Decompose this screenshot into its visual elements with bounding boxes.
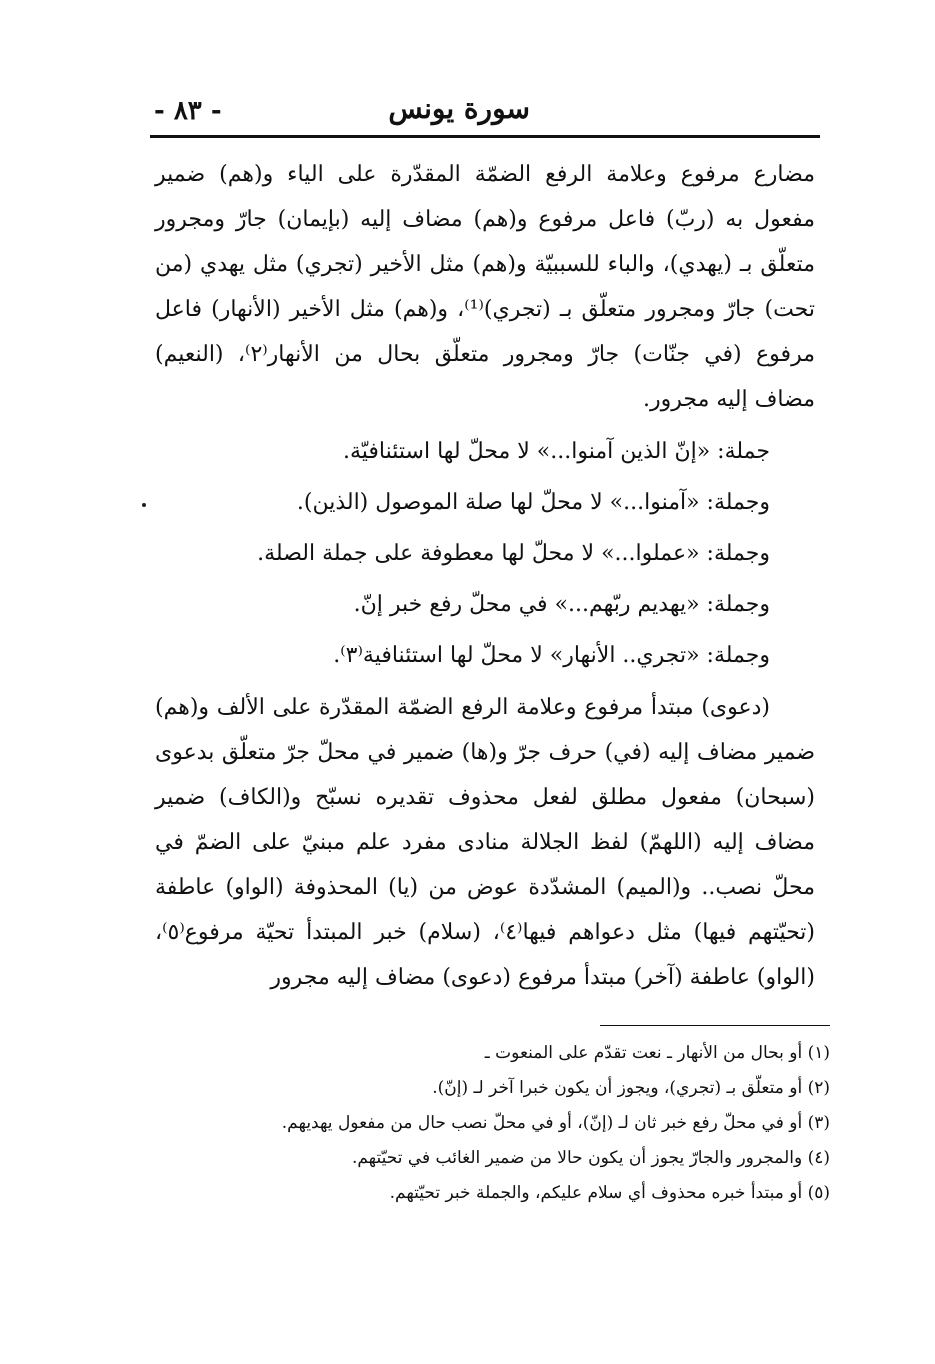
- page-number: - ٨٣ -: [154, 96, 222, 126]
- footnote-item: (٤) والمجرور والجارّ يجوز أن يكون حالا من ضمير الغائب في تحيّتهم.: [351, 1148, 830, 1168]
- paragraph-2: (دعوى) مبتدأ مرفوع وعلامة الرفع الضمّة المقدّرة على الألف و(هم) ضمير مضاف إليه (في) حرف جرّ و(ها) ضمير في محلّ جرّ متعلّق بدعوى (سبحان) مفعول مطلق لفعل محذوف تقديره نسبّح و(الكاف) ضمير مضاف إليه (اللهمّ) لفظ الجلالة منادى مفرد علم مبنيّ على الضمّ في محلّ نصب.. و(الميم) المشدّدة عوض من (يا) المحذوفة (الواو) عاطفة (تحيّتهم فيها) مثل دعواهم فيها⁽٤⁾، (سلام) خبر المبتدأ تحيّة مرفوع⁽٥⁾، (الواو) عاطفة (آخر) مبتدأ مرفوع (دعوى) مضاف إليه مجرور: [155, 695, 815, 990]
- footnote-rule: [600, 1025, 830, 1026]
- sentence-item: وجملة: «تجري.. الأنهار» لا محلّ لها استئنافية⁽٣⁾.: [333, 643, 770, 668]
- footnote-item: (٥) أو مبتدأ خبره محذوف أي سلام عليكم، والجملة خبر تحيّتهم.: [389, 1183, 830, 1203]
- main-text: [155, 152, 815, 1000]
- paragraph-1: مضارع مرفوع وعلامة الرفع الضمّة المقدّرة على الياء و(هم) ضمير مفعول به (ربّ) فاعل مرفوع و(هم) مضاف إليه (بإيمان) جارّ ومجرور متعلّق بـ (يهدي)، والباء للسببيّة و(هم) مثل الأخير (تجري) مثل يهدي (من تحت) جارّ ومجرور متعلّق بـ (تجري)⁽¹⁾، و(هم) مثل الأخير (الأنهار) فاعل مرفوع (في جنّات) جارّ ومجرور متعلّق بحال من الأنهار⁽٢⁾، (النعيم) مضاف إليه مجرور.: [155, 162, 816, 412]
- footnote-item: (١) أو بحال من الأنهار ـ نعت تقدّم على المنعوت ـ: [484, 1043, 830, 1063]
- sentence-item: جملة: «إنّ الذين آمنوا...» لا محلّ لها استئنافيّة.: [342, 439, 770, 464]
- scan-speck: [142, 503, 146, 507]
- header-rule: [150, 135, 820, 138]
- footnote-item: (٣) أو في محلّ رفع خبر ثان لـ (إنّ)، أو في محلّ نصب حال من مفعول يهديهم.: [281, 1113, 830, 1133]
- footnotes: [150, 1036, 830, 1211]
- sentence-item: وجملة: «يهديم ربّهم...» في محلّ رفع خبر إنّ.: [353, 592, 770, 617]
- footnote-item: (٢) أو متعلّق بـ (تجري)، ويجوز أن يكون خبرا آخر لـ (إنّ).: [432, 1078, 830, 1098]
- surah-title: سورة يونس: [388, 92, 530, 125]
- page-header: [148, 88, 818, 138]
- sentence-list: [155, 426, 815, 681]
- sentence-item: وجملة: «آمنوا...» لا محلّ لها صلة الموصول (الذين).: [296, 490, 770, 515]
- sentence-item: وجملة: «عملوا...» لا محلّ لها معطوفة على جملة الصلة.: [257, 541, 770, 566]
